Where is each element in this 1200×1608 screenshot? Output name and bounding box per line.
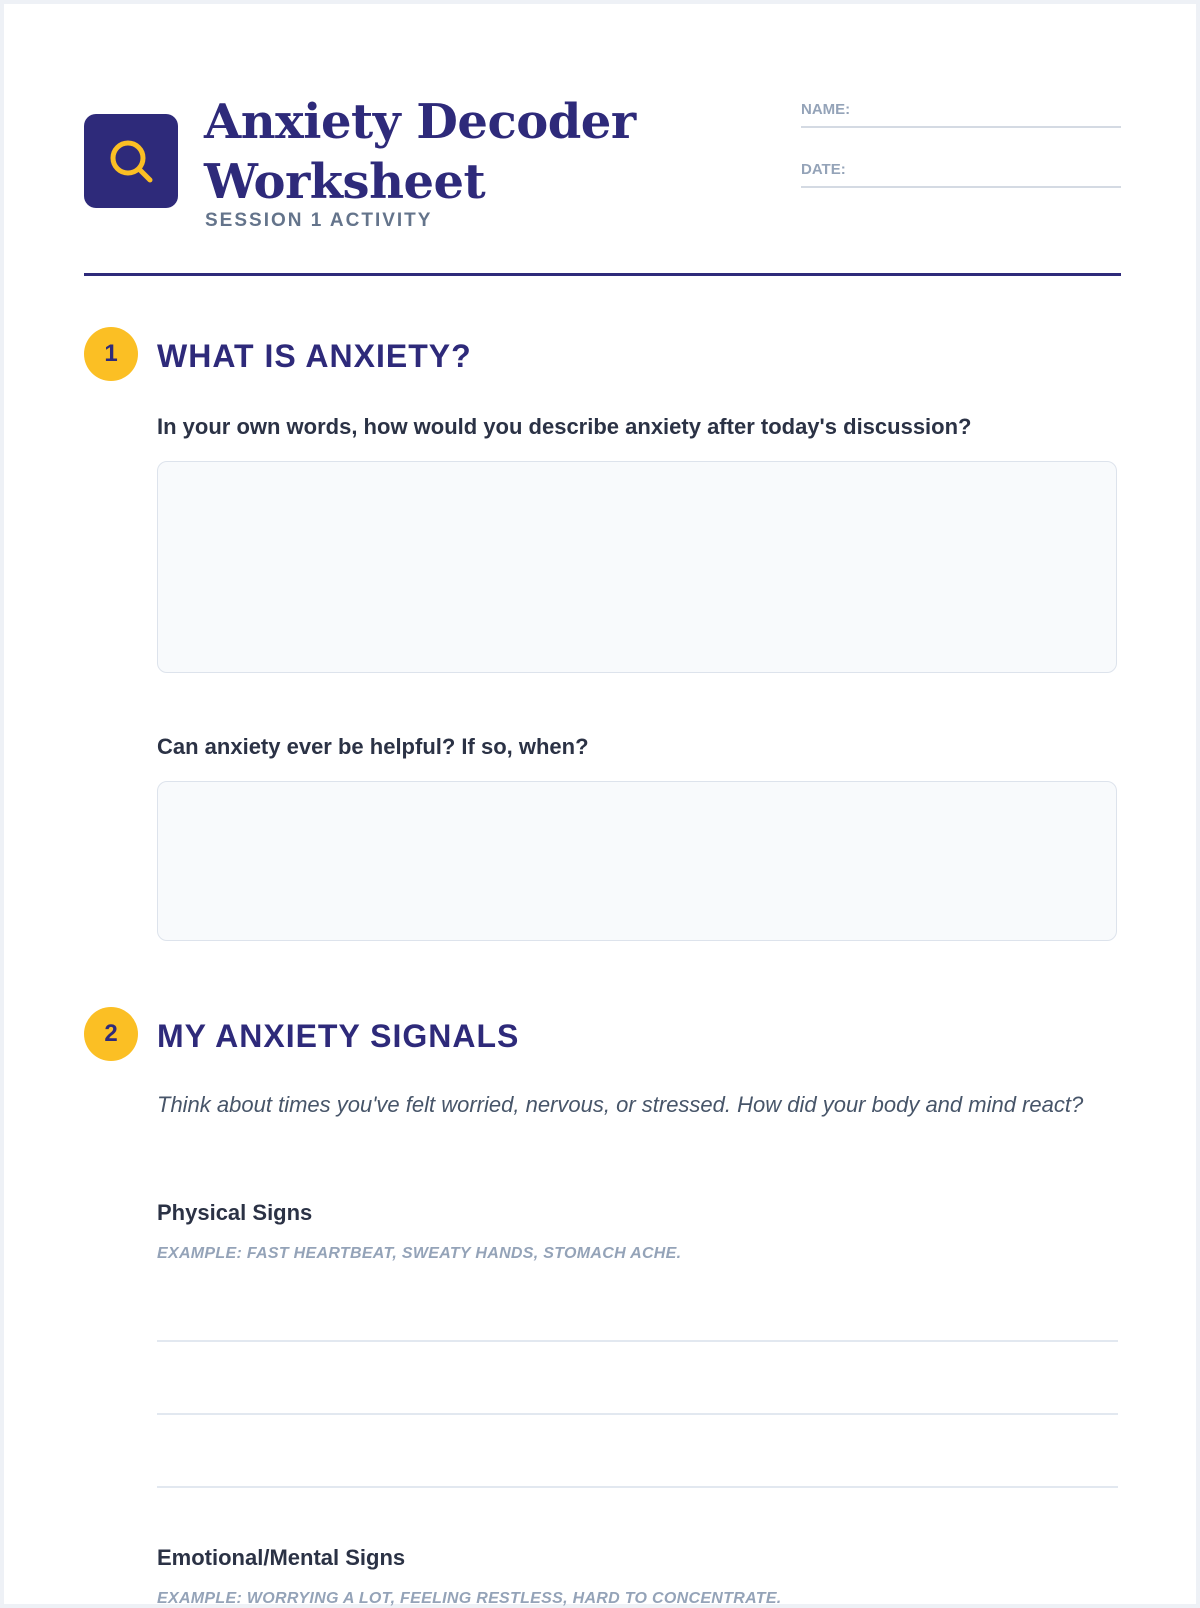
section-2-intro: Think about times you've felt worried, nervous, or stressed. How did your body and mind react? [157,1092,1084,1117]
section-2-number-badge: 2 [84,1007,138,1061]
section-1-number-badge: 1 [84,327,138,381]
physical-signs-example: EXAMPLE: FAST HEARTBEAT, SWEATY HANDS, STOMACH ACHE. [157,1245,682,1262]
section-2-title: MY ANXIETY SIGNALS [157,1018,520,1054]
section-1-title: WHAT IS ANXIETY? [157,338,472,374]
name-label: NAME: [801,101,851,118]
emotional-signs-example: EXAMPLE: WORRYING A LOT, FEELING RESTLESS, HARD TO CONCENTRATE. [157,1590,782,1607]
physical-signs-line-1[interactable] [157,1340,1118,1342]
question-describe-anxiety: In your own words, how would you describe anxiety after today's discussion? [157,414,972,439]
question-anxiety-helpful: Can anxiety ever be helpful? If so, when? [157,734,589,759]
answer-box-anxiety-helpful[interactable] [157,781,1117,941]
logo-badge [84,114,178,208]
date-label: DATE: [801,161,846,178]
header-divider [84,273,1121,276]
page-title [204,92,636,212]
physical-signs-line-3[interactable] [157,1486,1118,1488]
date-field[interactable] [801,156,1121,188]
name-field[interactable] [801,96,1121,128]
magnifier-icon [104,134,158,188]
emotional-signs-heading: Emotional/Mental Signs [157,1545,406,1570]
answer-box-describe-anxiety[interactable] [157,461,1117,673]
page-subtitle: SESSION 1 ACTIVITY [205,210,433,231]
title-line-2: Worksheet [204,154,486,210]
physical-signs-heading: Physical Signs [157,1200,313,1225]
title-line-1: Anxiety Decoder [204,94,636,150]
worksheet-page [4,4,1196,1607]
physical-signs-line-2[interactable] [157,1413,1118,1415]
